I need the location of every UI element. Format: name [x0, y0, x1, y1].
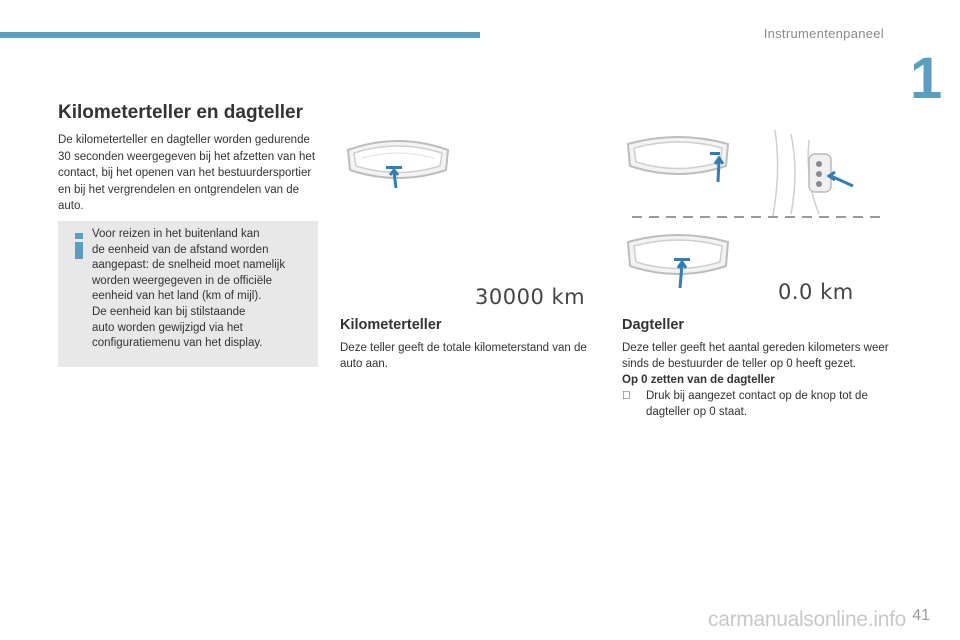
bullet-symbol	[622, 388, 646, 420]
info-text	[92, 227, 314, 352]
intro-paragraph: De kilometerteller en dagteller worden gedurende 30 seconden weergegeven bij het afzetten van het contact, bij het openen van het bestuurdersportier en bij het vergrendelen en ontgrendelen van de auto.	[58, 134, 316, 212]
info-line: de eenheid van de afstand worden	[92, 243, 269, 256]
tripmeter-illustration-bottom	[622, 228, 734, 292]
page-number: 41	[912, 607, 930, 624]
info-line: auto worden gewijzigd via het	[92, 321, 243, 334]
info-line: configuratiemenu van het display.	[92, 337, 263, 350]
info-line: worden weergegeven in de officiële	[92, 274, 273, 287]
header-accent-bar	[0, 32, 480, 38]
dashed-divider	[632, 214, 882, 220]
info-box	[58, 221, 318, 367]
reset-step	[622, 388, 890, 420]
chapter-number: 1	[910, 46, 943, 111]
section-title: Instrumentenpaneel	[763, 26, 884, 41]
tripmeter-heading: Dagteller	[622, 317, 685, 333]
reset-heading: Op 0 zetten van de dagteller	[622, 374, 775, 386]
info-line: Voor reizen in het buitenland kan	[92, 228, 260, 240]
tripmeter-readout: 0.0 km	[778, 280, 854, 304]
odometer-readout: 30000 km	[475, 285, 586, 309]
page-title: Kilometerteller en dagteller	[58, 102, 303, 123]
info-icon	[71, 233, 87, 259]
reset-button-illustration	[765, 130, 877, 216]
tripmeter-illustration-top	[622, 130, 734, 190]
tripmeter-section	[622, 340, 890, 420]
odometer-heading: Kilometerteller	[340, 317, 442, 333]
odometer-text: Deze teller geeft de totale kilometerstand van de auto aan.	[340, 342, 587, 370]
info-line: eenheid van het land (km of mijl).	[92, 290, 262, 303]
info-line: aangepast: de snelheid moet namelijk	[92, 259, 286, 272]
odometer-illustration	[340, 128, 460, 192]
watermark: carmanualsonline.info	[708, 608, 906, 631]
tripmeter-text: Deze teller geeft het aantal gereden kilometers weer sinds de bestuurder de teller op 0 heeft gezet.	[622, 342, 889, 370]
info-line: De eenheid kan bij stilstaande	[92, 305, 246, 318]
reset-step-text: Druk bij aangezet contact op de knop tot de dagteller op 0 staat.	[646, 390, 868, 418]
